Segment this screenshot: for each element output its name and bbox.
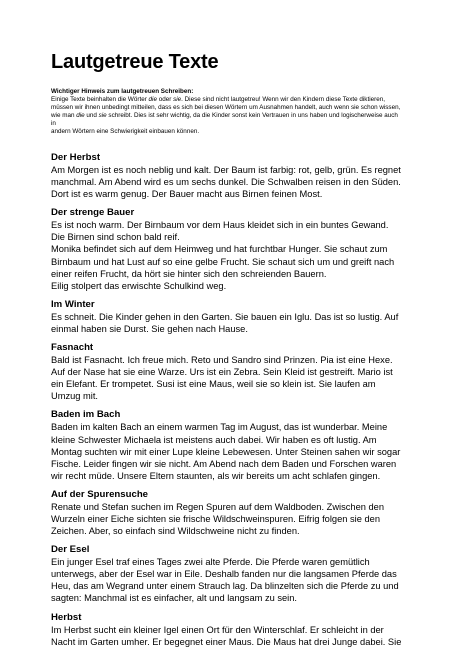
section-text: Es schneit. Die Kinder gehen in den Garten. Sie bauen ein Iglu. Das ist so lustig. Auf einmal haben sie Durst. Sie gehen nach Hause. bbox=[51, 311, 399, 334]
section-text: Baden im kalten Bach an einem warmen Tag im August, das ist wunderbar. Meine kleine Schwester Michaela ist meistens auch dabei. Wir haben es oft lustig. Am Montag suchten wir mit einer Lupe kleine Lebewesen. Unter Steinen sahen wir sogar Fische. Leider fingen wir sie nicht. Am Abend nach dem Baden und Forschen waren wir recht müde. Unsere Eltern staunten, als wir bereits um acht schlafen gingen. bbox=[51, 422, 401, 481]
section-text: Im Herbst sucht ein kleiner Igel einen Ort für den Winterschlaf. Er schleicht in der Nacht im Garten umher. Er begegnet einer Maus. Die Maus hat drei Junge dabei. Sie bbox=[51, 624, 402, 647]
section-herbst bbox=[51, 612, 402, 648]
notice-text: Einige Texte beinhalten die Wörter die oder sie. Diese sind nicht lautgetreu! Wenn wir den Kindern diese Texte diktieren, müssen wir ihnen unbedingt mitteilen, dass es sich bei diesen Wörtern um Ausnahmen handelt, auch wenn sie schon wissen, wie man die und sie schreibt. Dies ist sehr wichtig, da die Kinder sonst kein Vertrauen in uns haben und logischerweise auch in andern Wörtern eine Schwierigkeit einbauen können. bbox=[51, 96, 401, 135]
section-auf-der-spurensuche bbox=[51, 489, 402, 537]
notice-heading: Wichtiger Hinweis zum lautgetreuen Schreiben: bbox=[51, 88, 194, 95]
section-heading: Im Winter bbox=[51, 298, 95, 310]
section-heading: Fasnacht bbox=[51, 342, 94, 354]
section-der-strenge-bauer bbox=[51, 207, 402, 292]
section-baden-im-bach bbox=[51, 409, 402, 481]
section-text: Renate und Stefan suchen im Regen Spuren auf dem Waldboden. Zwischen den Wurzeln einer Eiche sichten sie frische Wildschweinspuren. Eifrig folgen sie den Zeichen. Aber, so einfach sind Wildschweine nicht zu finden. bbox=[51, 501, 385, 537]
section-text: Es ist noch warm. Der Birnbaum vor dem Haus kleidet sich in ein buntes Gewand. Die Birnen sind schon bald reif. Monika befindet sich auf dem Heimweg und hat furchtbar Hunger. Sie schaut zum Birnbaum und hat Lust auf so eine gelbe Frucht. Sie schaut sich um und greift nach einer reifen Frucht, da hört sie hinter sich den schreienden Bauern. Eilig stolpert das erwischte Schulkind weg. bbox=[51, 220, 395, 291]
section-im-winter bbox=[51, 299, 402, 335]
page-title: Lautgetreue Texte bbox=[51, 51, 219, 73]
section-heading: Baden im Bach bbox=[51, 409, 121, 421]
section-heading: Der Esel bbox=[51, 544, 90, 556]
section-text: Ein junger Esel traf eines Tages zwei alte Pferde. Die Pferde waren gemütlich unterwegs, aber der Esel war in Eile. Deshalb fanden nur die langsamen Pferde das Heu, das am Wegrand unter einem Strauch lag. Da blinzelten sich die Pferde zu und sagten: Manchmal ist es einfacher, alt und langsam zu sein. bbox=[51, 557, 399, 604]
text-sections bbox=[51, 152, 402, 648]
section-der-esel bbox=[51, 544, 402, 604]
section-heading: Der Herbst bbox=[51, 152, 101, 163]
section-heading: Herbst bbox=[51, 611, 82, 623]
section-der-herbst bbox=[51, 152, 402, 200]
section-heading: Der strenge Bauer bbox=[51, 207, 135, 219]
section-text: Am Morgen ist es noch neblig und kalt. Der Baum ist farbig: rot, gelb, grün. Es regnet manchmal. Am Abend wird es um sechs dunkel. Die Schwalben reisen in den Süden. Dort ist es warm genug. Der Bauer macht aus Birnen feinen Most. bbox=[51, 165, 401, 200]
section-text: Bald ist Fasnacht. Ich freue mich. Reto und Sandro sind Prinzen. Pia ist eine Hexe. Auf der Nase hat sie eine Warze. Urs ist ein Zebra. Sein Kleid ist gestreift. Mario ist ein Elefant. Er trompetet. Susi ist eine Maus, weil sie so klein ist. Sie laufen am Umzug mit. bbox=[51, 355, 393, 402]
section-heading: Auf der Spurensuche bbox=[51, 488, 149, 500]
section-fasnacht bbox=[51, 342, 402, 402]
